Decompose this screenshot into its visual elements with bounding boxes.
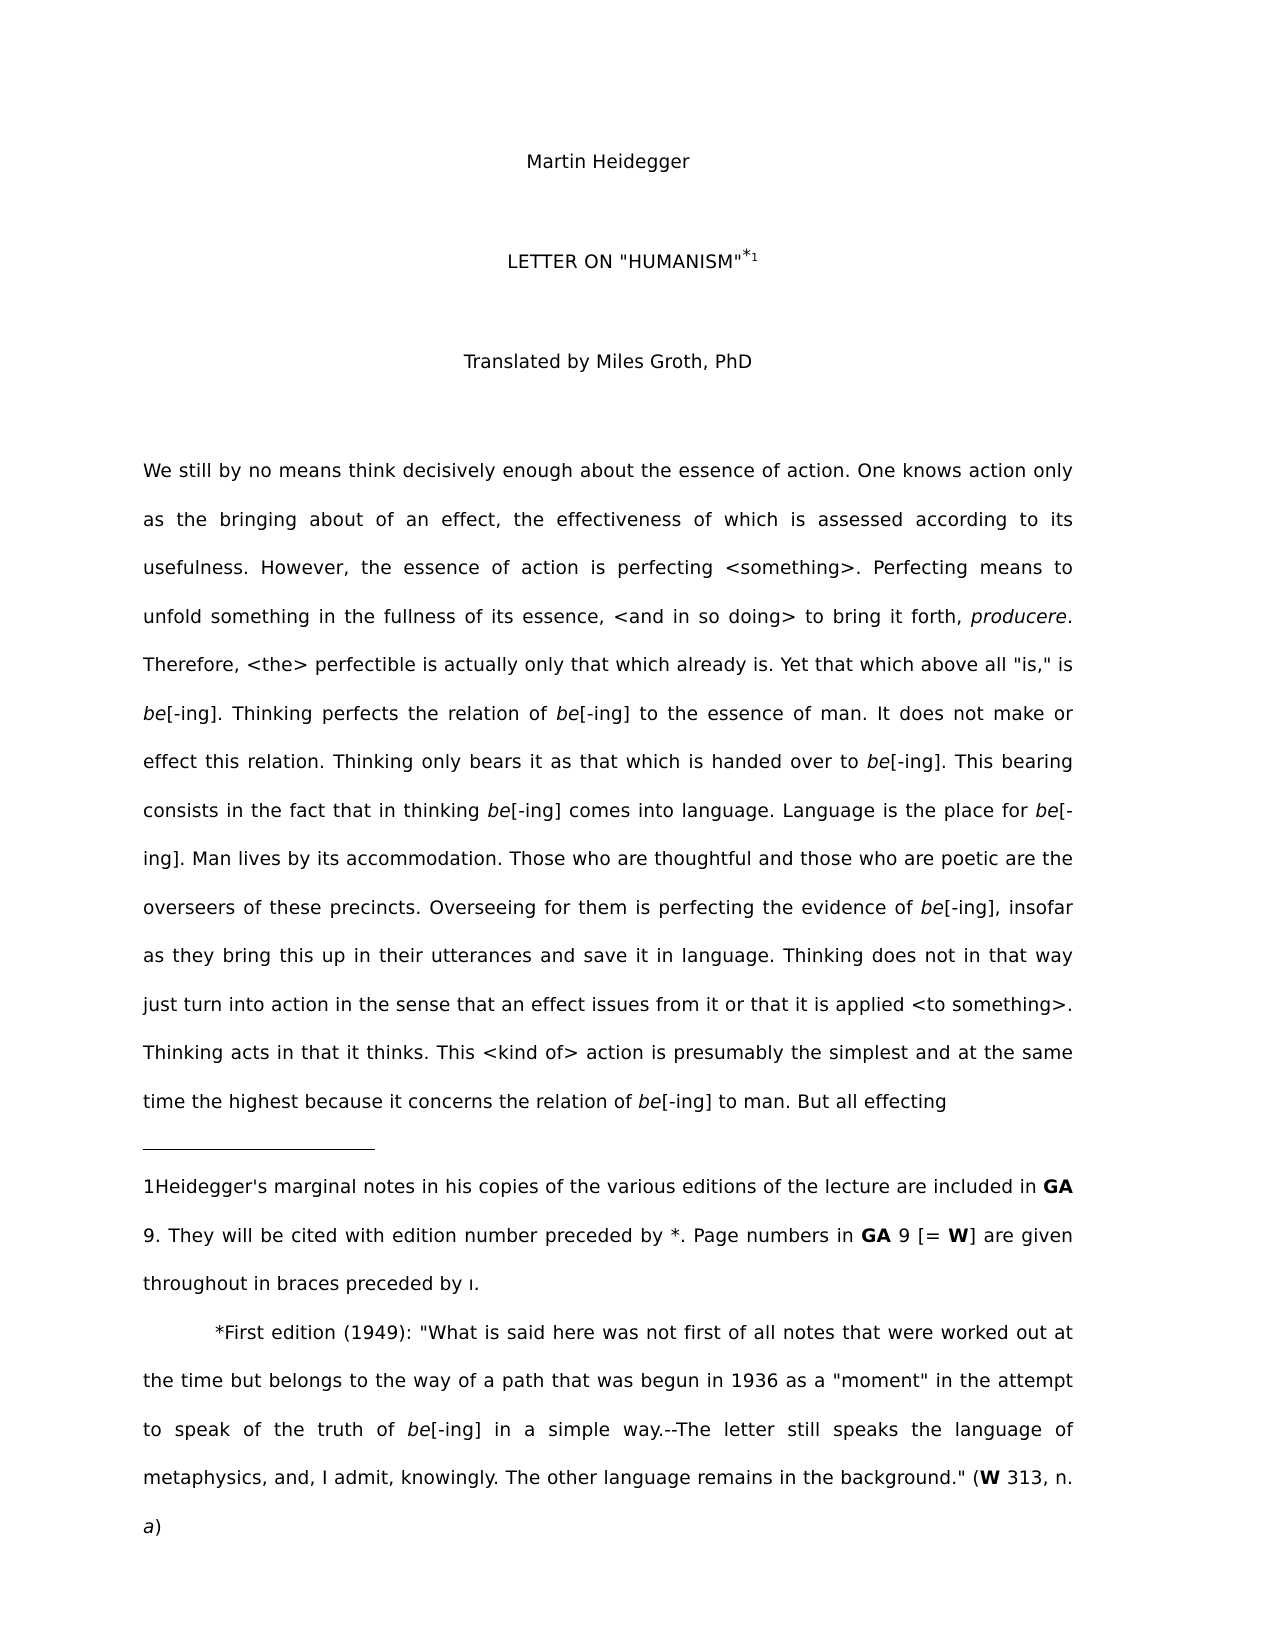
- title-star-marker: *: [742, 245, 752, 266]
- title-footnote-marker: 1: [751, 250, 759, 264]
- body-block: [143, 448, 1073, 1127]
- footnote-area: [143, 1149, 1073, 1552]
- document-author: Martin Heidegger: [526, 152, 690, 173]
- body-paragraph: We still by no means think decisively enough about the essence of action. One knows action only as the bringing about of an effect, the effectiveness of which is assessed according to its usefulness. However, the essence of action is perfecting <something>. Perfecting means to unfold something in the fullness of its essence, <and in so doing> to bring it forth, producere. Therefore, <the> perfectible is actually only that which already is. Yet that which above all "is," is be[-ing]. Thinking perfects the relation of be[-ing] to the essence of man. It does not make or effect this relation. Thinking only bears it as that which is handed over to be[-ing]. This bearing consists in the fact that in thinking be[-ing] comes into language. Language is the place for be[-ing]. Man lives by its accommodation. Those who are thoughtful and those who are poetic are the overseers of these precincts. Overseeing for them is perfecting the evidence of be[-ing], insofar as they bring this up in their utterances and save it in language. Thinking does not in that way just turn into action in the sense that an effect issues from it or that it is applied <to something>. Thinking acts in that it thinks. This <kind of> action is presumably the simplest and at the same time the highest because it concerns the relation of be[-ing] to man. But all effecting: [143, 461, 1073, 1113]
- document-translator: Translated by Miles Groth, PhD: [463, 352, 753, 373]
- document-title-text: LETTER ON "HUMANISM": [507, 252, 743, 273]
- footnote-one-number: 1: [143, 1177, 155, 1198]
- page-content: [143, 0, 1073, 1552]
- title-block: [143, 0, 1073, 388]
- document-title: [143, 188, 1073, 338]
- footnote-separator-rule: [143, 1149, 375, 1150]
- footnote-star: *First edition (1949): "What is said here was not first of all notes that were worked out at the time but belongs to the way of a path that was begun in 1936 as a "moment" in the attempt to speak of the truth of be[-ing] in a simple way.--The letter still speaks the language of metaphysics, and, I admit, knowingly. The other language remains in the background." (W 313, n. a): [143, 1322, 1074, 1538]
- footnote-one-text: Heidegger's marginal notes in his copies of the various editions of the lecture are included in GA 9. They will be cited with edition number preceded by *. Page numbers in GA 9 [= W] are given throughout in braces preceded by ı.: [143, 1177, 1073, 1295]
- footnote-one: [143, 1164, 1073, 1310]
